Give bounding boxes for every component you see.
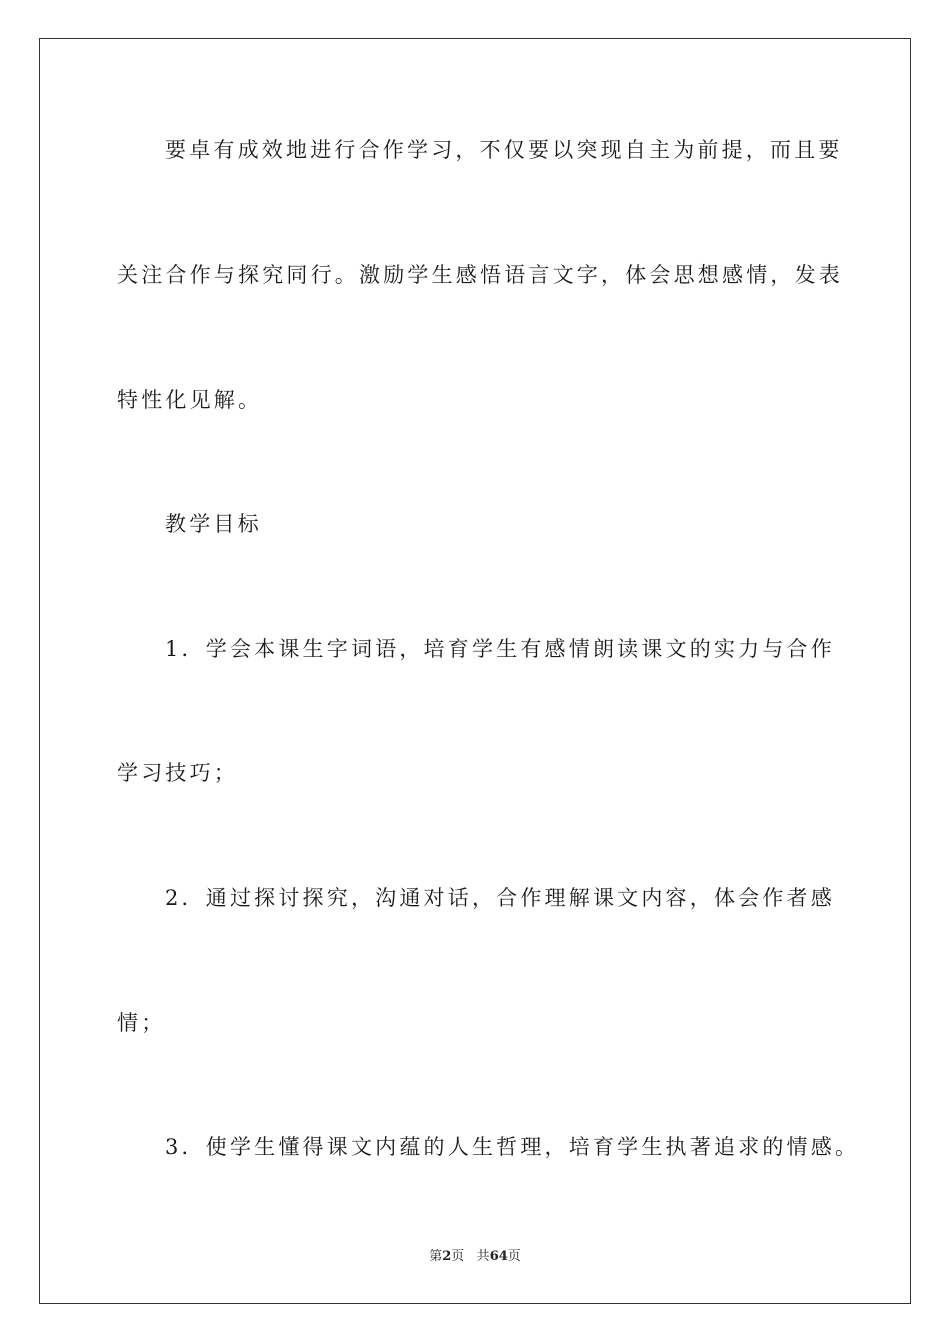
footer-total-prefix: 共	[476, 1249, 490, 1264]
paragraph-line: 关注合作与探究同行。激励学生感悟语言文字，体会思想感情，发表	[117, 263, 843, 287]
paragraph-line: 要卓有成效地进行合作学习，不仅要以突现自主为前提，而且要	[165, 138, 843, 162]
page-footer	[0, 1248, 950, 1266]
section-heading: 教学目标	[165, 512, 262, 536]
objective-item-2: 2．通过探讨探究，沟通对话，合作理解课文内容，体会作者感	[165, 886, 835, 910]
objective-item-2-continued: 情；	[117, 1011, 166, 1035]
footer-page-number: 2	[442, 1249, 452, 1264]
footer-total-suffix: 页	[507, 1249, 521, 1264]
footer-page-prefix: 第	[429, 1249, 443, 1264]
paragraph-line: 特性化见解。	[117, 388, 263, 412]
footer-page-suffix: 页	[451, 1249, 465, 1264]
objective-item-1: 1．学会本课生字词语，培育学生有感情朗读课文的实力与合作	[165, 637, 835, 661]
page-border	[39, 38, 911, 1304]
objective-item-3: 3．使学生懂得课文内蕴的人生哲理，培育学生执著追求的情感。	[165, 1135, 860, 1159]
footer-total-pages: 64	[489, 1249, 508, 1264]
objective-item-1-continued: 学习技巧；	[117, 761, 238, 785]
